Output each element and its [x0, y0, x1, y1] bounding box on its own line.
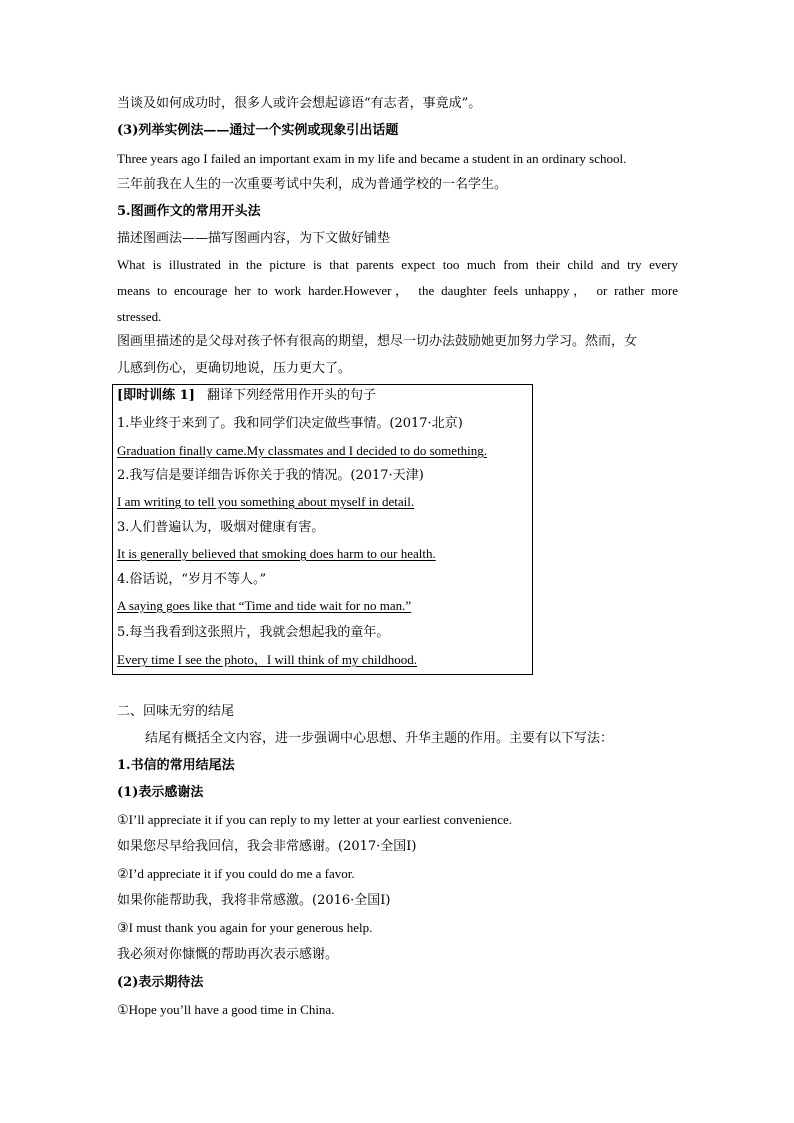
practice-question: 1.毕业终于来到了。我和同学们决定做些事情。(2017·北京) [117, 416, 463, 431]
subsection-heading: 1.书信的常用结尾法 [117, 758, 235, 773]
section-heading: 二、回味无穷的结尾 [117, 704, 235, 719]
english-example: ①I’ll appreciate it if you can reply to my letter at your earliest convenience. [117, 812, 512, 827]
chinese-translation: 图画里描述的是父母对孩子怀有很高的期望，想尽一切办法鼓励她更加努力学习。然而，女 [117, 334, 638, 349]
practice-instruction: 翻译下列经常用作开头的句子 [207, 388, 377, 403]
chinese-translation: 我必须对你慷慨的帮助再次表示感谢。 [117, 947, 339, 962]
subsection-heading: (3)列举实例法——通过一个实例或现象引出话题 [117, 123, 399, 138]
method-title: 描述图画法——描写图画内容，为下文做好铺垫 [117, 231, 391, 246]
practice-answer: A saying goes like that “Time and tide wait for no man.” [117, 598, 412, 613]
english-example: ③I must thank you again for your generous help. [117, 920, 373, 935]
practice-question: 2.我写信是要详细告诉你关于我的情况。(2017·天津) [117, 468, 424, 483]
english-example: Three years ago I failed an important exam in my life and became a student in an ordinary school. [117, 151, 627, 166]
english-example: ①Hope you’ll have a good time in China. [117, 1002, 335, 1017]
practice-answer: I am writing to tell you something about myself in detail. [117, 494, 415, 509]
paragraph-line: 当谈及如何成功时，很多人或许会想起谚语“有志者，事竟成”。 [117, 96, 482, 111]
english-example: stressed. [117, 309, 162, 324]
subsection-heading: (2)表示期待法 [117, 975, 204, 990]
practice-question: 5.每当我看到这张照片，我就会想起我的童年。 [117, 625, 390, 640]
practice-box [112, 384, 533, 675]
practice-answer: Graduation finally came.My classmates and I decided to do something. [117, 443, 488, 458]
practice-answer: It is generally believed that smoking does harm to our health. [117, 546, 436, 561]
english-example: ②I’d appreciate it if you could do me a favor. [117, 866, 355, 881]
section-heading: 5.图画作文的常用开头法 [117, 204, 261, 219]
chinese-translation: 儿感到伤心，更确切地说，压力更大了。 [117, 361, 352, 376]
chinese-translation: 三年前我在人生的一次重要考试中失利，成为普通学校的一名学生。 [117, 177, 508, 192]
english-example: What is illustrated in the picture is that parents expect too much from their child and try every [117, 257, 678, 272]
paragraph-line: 结尾有概括全文内容，进一步强调中心思想、升华主题的作用。主要有以下写法： [145, 731, 614, 746]
practice-question: 3.人们普遍认为，吸烟对健康有害。 [117, 520, 325, 535]
practice-tag: [即时训练 1] [117, 388, 195, 403]
practice-answer: Every time I see the photo，I will think of my childhood. [117, 652, 418, 667]
practice-question: 4.俗话说，“岁月不等人。” [117, 572, 267, 587]
practice-title [117, 387, 376, 405]
english-example: means to encourage her to work harder.However， the daughter feels unhappy， or rather more [117, 283, 678, 298]
chinese-translation: 如果您尽早给我回信，我会非常感谢。(2017·全国Ⅰ) [117, 839, 417, 854]
chinese-translation: 如果你能帮助我，我将非常感激。(2016·全国Ⅰ) [117, 893, 391, 908]
subsection-heading: (1)表示感谢法 [117, 785, 204, 800]
